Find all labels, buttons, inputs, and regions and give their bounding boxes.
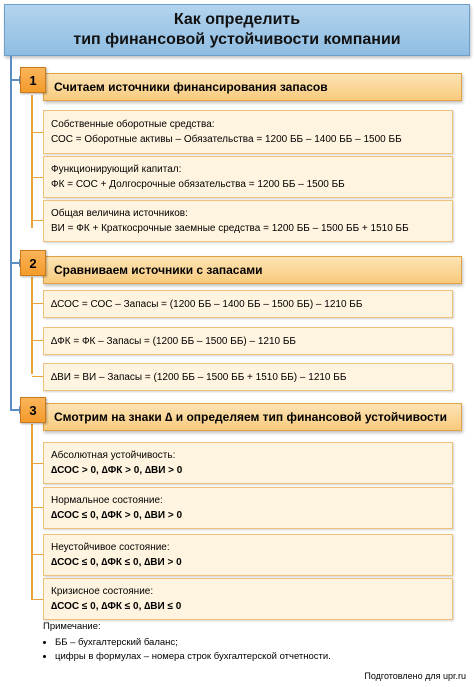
step-1-title: Считаем источники финансирования запасов: [54, 80, 328, 94]
step-3-header: [43, 403, 462, 431]
item-formula: ∆СОС ≤ 0, ∆ФК > 0, ∆ВИ > 0: [51, 510, 183, 521]
item-formula: ∆СОС ≤ 0, ∆ФК ≤ 0, ∆ВИ > 0: [51, 557, 182, 568]
flow-connector-2: [10, 262, 20, 264]
note-item: • ББ – бухгалтерский баланс;: [55, 636, 331, 650]
item-formula: ∆ФК = ФК – Запасы = (1200 ББ – 1500 ББ) – 1210 ББ: [51, 335, 296, 347]
item-formula: ∆СОС > 0, ∆ФК > 0, ∆ВИ > 0: [51, 465, 183, 476]
note-block: [43, 620, 331, 664]
step-1-number: 1: [20, 67, 46, 93]
note-list: [43, 636, 331, 664]
step-1-line: [31, 95, 33, 228]
flow-connector-1: [10, 79, 20, 81]
item-formula: ВИ = ФК + Краткосрочные заемные средства = 1200 ББ – 1500 ББ + 1510 ББ: [51, 223, 409, 234]
step-3-item-1: [43, 442, 453, 484]
item-label: Функционирующий капитал:: [51, 164, 182, 175]
item-label: Абсолютная устойчивость:: [51, 450, 176, 461]
step-3-item-2: [43, 487, 453, 529]
item-formula: СОС = Оборотные активы – Обязательства = 1200 ББ – 1400 ББ – 1500 ББ: [51, 134, 402, 145]
step-3-item-4: [43, 578, 453, 620]
item-label: Собственные оборотные средства:: [51, 119, 215, 130]
flow-spine: [10, 56, 12, 410]
step-2-header: [43, 256, 462, 284]
step-1-header: [43, 73, 462, 101]
item-formula: ∆ВИ = ВИ – Запасы = (1200 ББ – 1500 ББ + 1510 ББ) – 1210 ББ: [51, 371, 347, 383]
item-formula: ∆СОС ≤ 0, ∆ФК ≤ 0, ∆ВИ ≤ 0: [51, 601, 182, 612]
step-3-title: Смотрим на знаки ∆ и определяем тип финансовой устойчивости: [54, 410, 447, 424]
item-label: Неустойчивое состояние:: [51, 542, 170, 553]
step-2-title: Сравниваем источники с запасами: [54, 263, 263, 277]
item-label: Кризисное состояние:: [51, 586, 154, 597]
step-1-item-1: [43, 110, 453, 154]
step-3-number: 3: [20, 397, 46, 423]
step-1-item-2: [43, 156, 453, 198]
item-formula: ФК = СОС + Долгосрочные обязательства = 1200 ББ – 1500 ББ: [51, 179, 345, 190]
item-formula: ∆СОС = СОС – Запасы = (1200 ББ – 1400 ББ – 1500 ББ) – 1210 ББ: [51, 298, 363, 310]
step-2-number: 2: [20, 250, 46, 276]
step-2-line: [31, 277, 33, 374]
page-title: [4, 4, 470, 56]
step-2-item-1: [43, 290, 453, 318]
item-label: Общая величина источников:: [51, 208, 188, 219]
footer-credit: Подготовлено для upr.ru: [364, 671, 466, 681]
title-line-2: тип финансовой устойчивости компании: [73, 31, 401, 48]
note-heading: Примечание:: [43, 621, 101, 632]
step-2-item-3: [43, 363, 453, 391]
note-item: • цифры в формулах – номера строк бухгалтерской отчетности.: [55, 650, 331, 664]
step-2-item-2: [43, 327, 453, 355]
flow-connector-3: [10, 409, 20, 411]
title-line-1: Как определить: [173, 11, 301, 28]
step-3-item-3: [43, 534, 453, 576]
step-3-line: [31, 424, 33, 600]
step-1-item-3: [43, 200, 453, 242]
item-label: Нормальное состояние:: [51, 495, 163, 506]
